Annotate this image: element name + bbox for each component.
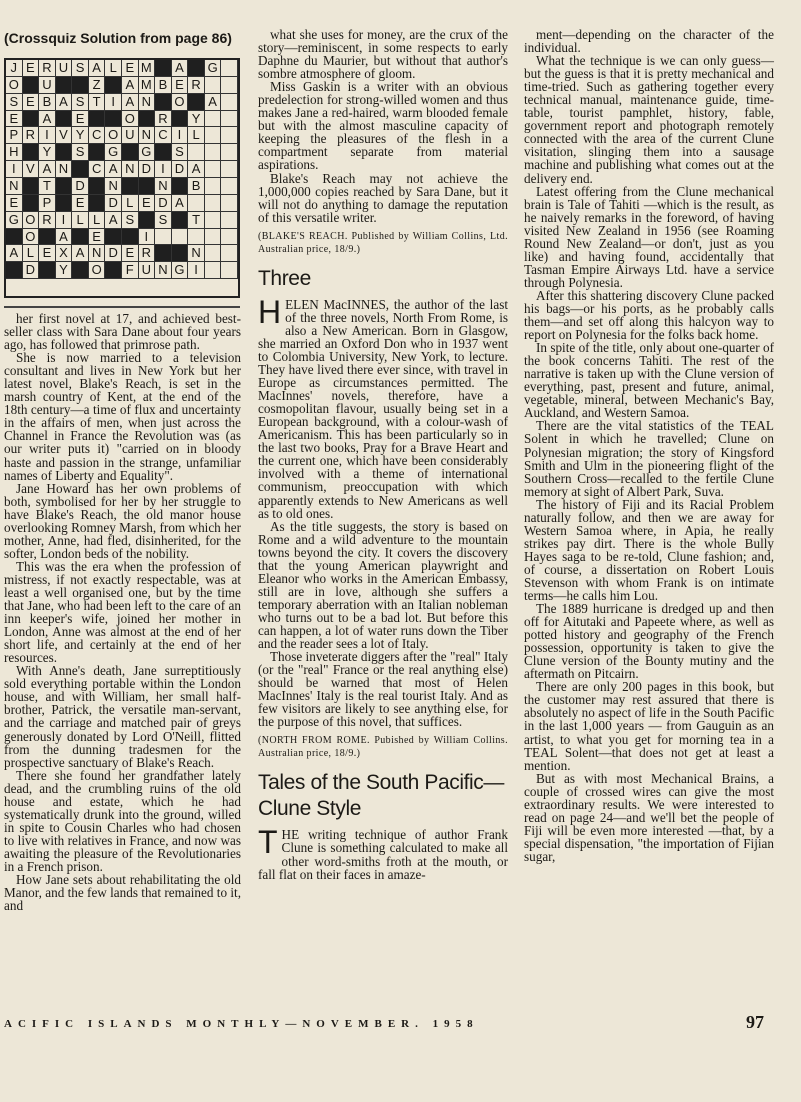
grid-cell — [221, 161, 238, 178]
grid-cell: Y — [56, 262, 73, 279]
grid-cell: S — [72, 60, 89, 77]
grid-cell — [39, 229, 56, 246]
grid-cell: O — [105, 127, 122, 144]
grid-cell: D — [105, 245, 122, 262]
grid-cell — [205, 245, 222, 262]
grid-cell: C — [155, 127, 172, 144]
grid-cell: H — [6, 144, 23, 161]
three-para-2: As the title suggests, the story is based on Rome and a wild adventure to the mountain towns beyond the city. It covers the discovery that the young American playwright and Eleanor who works in the American Embassy, still are in love, although she suffers a temporary aberration with an Italian nobleman who turns out to be a bad lot. But before this can happen, a lot of water runs down the Tiber and the reader sees a lot of Italy. — [258, 518, 508, 652]
grid-cell: E — [139, 195, 156, 212]
grid-cell: C — [89, 127, 106, 144]
grid-cell: I — [139, 229, 156, 246]
three-para-3: Those inveterate diggers after the "real" Italy (or the "real" France or the real anything else) should be warned that most of Helen MacInnes' Italy is the real tourist Italy. And as few visitors are likely to see anything else, for the purpose of this novel, that suffices. — [258, 649, 508, 730]
grid-cell — [39, 262, 56, 279]
grid-cell — [105, 262, 122, 279]
grid-cell: Z — [89, 77, 106, 94]
grid-cell: Y — [39, 144, 56, 161]
grid-cell — [72, 77, 89, 94]
col3-paragraph: Latest offering from the Clune mechanical brain is Tale of Tahiti —which is the result, as he naively remarks in the foreword, of having visited New Zealand in 1956 (see Roaming Round New Zealand—or don't, just as you like) and having found, accidentally that Tasman Empire Airways Ltd. have a service through Polynesia. — [524, 183, 774, 290]
grid-cell: D — [139, 161, 156, 178]
grid-cell: I — [56, 212, 73, 229]
grid-cell: S — [172, 144, 189, 161]
grid-cell — [205, 178, 222, 195]
grid-cell — [205, 212, 222, 229]
grid-cell: E — [39, 245, 56, 262]
grid-cell: R — [139, 245, 156, 262]
grid-cell: L — [188, 127, 205, 144]
grid-cell: Y — [188, 111, 205, 128]
grid-cell — [23, 144, 40, 161]
page-number: 97 — [746, 1012, 764, 1032]
grid-cell — [172, 178, 189, 195]
grid-cell: D — [172, 161, 189, 178]
grid-cell: V — [56, 127, 73, 144]
col3-paragraph: ment—depending on the character of the individual. — [524, 27, 774, 56]
grid-cell: E — [89, 229, 106, 246]
grid-cell: B — [188, 178, 205, 195]
grid-cell — [188, 229, 205, 246]
grid-cell: A — [105, 161, 122, 178]
grid-cell: P — [6, 127, 23, 144]
grid-cell — [105, 77, 122, 94]
grid-cell — [56, 144, 73, 161]
dropcap-h: H — [258, 293, 282, 330]
grid-cell: A — [56, 94, 73, 111]
crossword-grid — [4, 58, 240, 298]
crossquiz-heading: (Crossquiz Solution from page 86) — [4, 30, 232, 46]
grid-cell — [221, 195, 238, 212]
grid-cell: A — [6, 245, 23, 262]
grid-cell — [89, 178, 106, 195]
grid-cell: D — [105, 195, 122, 212]
grid-cell: E — [23, 60, 40, 77]
grid-cell: J — [6, 60, 23, 77]
grid-cell: U — [39, 77, 56, 94]
grid-cell — [155, 94, 172, 111]
grid-cell: D — [155, 195, 172, 212]
grid-cell: D — [72, 178, 89, 195]
grid-cell — [205, 127, 222, 144]
col3-paragraph: There are only 200 pages in this book, but the customer may rest assured that there is absolutely no aspect of life in the South Pacific in the last 1,000 years — from Gauguin as an artist, to what you get for morning tea in a TEAL Solent—that does not get at least a mention. — [524, 679, 774, 773]
grid-cell — [56, 178, 73, 195]
grid-cell — [221, 127, 238, 144]
grid-cell — [221, 212, 238, 229]
grid-cell: E — [6, 111, 23, 128]
grid-cell: O — [89, 262, 106, 279]
grid-cell: L — [105, 60, 122, 77]
column-3 — [524, 28, 774, 863]
grid-cell — [188, 60, 205, 77]
col2-paragraph: Miss Gaskin is a writer with an obvious predelection for strong-willed women and thus makes Jane a red-haired, warm blooded female but with the almost masculine capacity of keeping the pleasures of the flesh in a compartment separate from material aspirations. — [258, 79, 508, 173]
grid-cell: A — [172, 195, 189, 212]
grid-cell: A — [56, 229, 73, 246]
grid-cell: N — [56, 161, 73, 178]
grid-cell: C — [89, 161, 106, 178]
divider — [4, 306, 240, 308]
grid-cell: N — [89, 245, 106, 262]
grid-cell: O — [23, 212, 40, 229]
grid-cell: A — [72, 245, 89, 262]
col3-paragraph: But as with most Mechanical Brains, a couple of crossed wires can give the most extraordinary results. We were interested to read on page 24—and we'll bet the people of Fiji will be even more interested —that, by a special dispensation, "the importation of Fijian sugar, — [524, 770, 774, 864]
grid-cell — [221, 144, 238, 161]
grid-cell: E — [122, 60, 139, 77]
grid-cell: U — [56, 60, 73, 77]
grid-cell — [172, 212, 189, 229]
grid-cell — [89, 195, 106, 212]
grid-cell: U — [122, 127, 139, 144]
col1-paragraph: Jane Howard has her own problems of both, symbolised for her by her struggle to have Blake's Reach, the old manor house overlooking Romney Marsh, from which her mother, Anne, had fled, disinherited, for the softer, London beds of the nobility. — [4, 480, 241, 561]
grid-cell — [23, 111, 40, 128]
grid-cell — [139, 178, 156, 195]
grid-cell — [56, 195, 73, 212]
col3-paragraph: The 1889 hurricane is dredged up and then off for Aitutaki and Papeete where, as well as potted history and geography of the French possession, opportunity is taken to give the Clune version of the Bounty mutiny and the aftermath on Pitcairn. — [524, 601, 774, 682]
grid-cell: R — [188, 77, 205, 94]
grid-cell: V — [23, 161, 40, 178]
grid-cell: E — [23, 94, 40, 111]
grid-cell: G — [139, 144, 156, 161]
grid-cell: A — [39, 111, 56, 128]
grid-cell: O — [122, 111, 139, 128]
grid-cell: N — [105, 178, 122, 195]
grid-cell: R — [39, 212, 56, 229]
grid-cell — [72, 229, 89, 246]
grid-cell: B — [39, 94, 56, 111]
col1-paragraph: She is now married to a television consultant and lives in New York but her latest novel, Blake's Reach, is set in the marsh country of Kent, at the end of the 18th century—a time of flux and uncertainty in the affairs of men, when just across the Channel in France the Revolution was (as our writer puts it) "carried on in bloody haste and passion in the strange, unfamiliar names of Liberty and Equality". — [4, 350, 241, 483]
grid-cell: I — [172, 127, 189, 144]
grid-cell: G — [105, 144, 122, 161]
grid-cell: I — [39, 127, 56, 144]
grid-cell — [188, 94, 205, 111]
col1-paragraph: There she found her grandfather lately dead, and the crumbling ruins of the old house and estate, which he had systematically drunk into the ground, willed in spite to Cousin Charles who had chosen to live with relatives in France, and now was awaiting the pleasure of the Revolutionaries in a French prison. — [4, 767, 241, 874]
grid-cell — [155, 229, 172, 246]
grid-cell: G — [172, 262, 189, 279]
grid-cell: D — [23, 262, 40, 279]
grid-cell: A — [188, 161, 205, 178]
grid-cell: N — [155, 178, 172, 195]
grid-cell — [221, 77, 238, 94]
col3-paragraph: After this shattering discovery Clune packed his bags—or his ports, as he probably calls them—and set off along this halcyon way to report on Polynesia for the folks back home. — [524, 287, 774, 343]
grid-cell: M — [139, 60, 156, 77]
grid-cell: S — [72, 94, 89, 111]
grid-cell: N — [155, 262, 172, 279]
grid-cell — [221, 262, 238, 279]
grid-cell: S — [6, 94, 23, 111]
grid-cell: A — [122, 94, 139, 111]
column-1 — [4, 312, 241, 912]
grid-cell — [89, 144, 106, 161]
grid-cell: A — [105, 212, 122, 229]
grid-cell — [221, 229, 238, 246]
grid-cell: M — [139, 77, 156, 94]
grid-cell — [122, 144, 139, 161]
grid-cell — [23, 195, 40, 212]
grid-cell — [72, 262, 89, 279]
col3-paragraph: The history of Fiji and its Racial Problem naturally follow, and then we are away for Western Samoa where, in Apia, he really strikes pay dirt. There is the whole Bully Hayes saga to be re-told, Clune fashion; and, of course, a dissertation on Robert Louis Stevenson with whom Frank is on intimate terms—he calls him Lou. — [524, 496, 774, 604]
grid-cell: S — [122, 212, 139, 229]
grid-cell — [205, 77, 222, 94]
grid-cell — [188, 144, 205, 161]
col1-paragraph: How Jane sets about rehabilitating the old Manor, and the few lands that remained to it, and — [4, 872, 241, 914]
grid-cell — [72, 161, 89, 178]
grid-cell: N — [6, 178, 23, 195]
grid-cell — [155, 60, 172, 77]
column-2 — [258, 28, 508, 881]
grid-cell: U — [139, 262, 156, 279]
grid-cell — [105, 229, 122, 246]
dropcap-t: T — [258, 824, 278, 861]
grid-cell: P — [39, 195, 56, 212]
reference-2: (NORTH FROM ROME. Pubished by William Collins. Australian price, 18/9.) — [258, 735, 508, 760]
grid-cell — [172, 229, 189, 246]
grid-cell: E — [122, 245, 139, 262]
grid-cell: E — [72, 111, 89, 128]
grid-cell — [172, 111, 189, 128]
section-tales-title: Tales of the South Pacific—Clune Style — [258, 771, 504, 821]
grid-cell: F — [122, 262, 139, 279]
grid-cell: L — [23, 245, 40, 262]
grid-cell — [6, 262, 23, 279]
three-para-1: ELEN MacINNES, the author of the last of the three novels, North From Rome, is also a New American. Born in Glasgow, she married an Oxford Don who in 1937 went to Colombia University, New York, to lecture. They have lived there ever since, with travel in Europe as circumstances permitted. The MacInnes' novels, therefore, have a cosmopolitan flavour, usually being set in a European background, with a colour-wash of Americanism. This has been particularly so in the last two books, Pray for a Brave Heart and the current one, which have been considerably involved with a theme of international communism, preoccupation with which apparently extends to New Americans as well as to old ones. — [258, 296, 508, 521]
grid-cell — [105, 111, 122, 128]
grid-cell — [89, 111, 106, 128]
grid-cell: L — [72, 212, 89, 229]
grid-cell — [221, 60, 238, 77]
grid-cell — [6, 229, 23, 246]
grid-cell: R — [23, 127, 40, 144]
grid-cell: N — [139, 94, 156, 111]
grid-cell: O — [172, 94, 189, 111]
grid-cell: O — [6, 77, 23, 94]
grid-cell: I — [188, 262, 205, 279]
grid-cell — [172, 245, 189, 262]
col2-paragraph: Blake's Reach may not achieve the 1,000,000 copies reached by Sara Dane, but it will not do anything to damage the reputation of this versatile writer. — [258, 170, 508, 225]
grid-cell: L — [122, 195, 139, 212]
col2-paragraph: what she uses for money, are the crux of the story—reminiscent, in some respects to early Daphne du Maurier, but without that author's sombre atmosphere of gloom. — [258, 27, 508, 82]
grid-cell — [122, 178, 139, 195]
grid-cell: I — [105, 94, 122, 111]
grid-cell: E — [72, 195, 89, 212]
grid-cell — [205, 111, 222, 128]
grid-cell: E — [172, 77, 189, 94]
grid-cell: X — [56, 245, 73, 262]
col3-paragraph: In spite of the title, only about one-quarter of the book concerns Tahiti. The rest of the narrative is taken up with the Clune version of everything, past, present and future, animal, vegetable, mineral, between Mechanic's Bay, Auckland, and Western Samoa. — [524, 340, 774, 421]
grid-cell: O — [23, 229, 40, 246]
grid-cell: I — [6, 161, 23, 178]
grid-cell: L — [89, 212, 106, 229]
grid-cell: B — [155, 77, 172, 94]
grid-cell — [23, 178, 40, 195]
grid-cell — [122, 229, 139, 246]
grid-cell — [221, 245, 238, 262]
grid-cell: T — [89, 94, 106, 111]
grid-cell: G — [6, 212, 23, 229]
grid-cell: R — [39, 60, 56, 77]
grid-cell — [221, 178, 238, 195]
grid-cell: A — [122, 77, 139, 94]
reference-1: (BLAKE'S REACH. Published by William Collins, Ltd. Australian price, 18/9.) — [258, 230, 508, 255]
grid-cell — [23, 77, 40, 94]
grid-cell: Y — [72, 127, 89, 144]
grid-cell — [205, 161, 222, 178]
grid-cell: A — [205, 94, 222, 111]
grid-cell: S — [72, 144, 89, 161]
grid-cell — [139, 212, 156, 229]
grid-cell: S — [155, 212, 172, 229]
grid-cell — [205, 262, 222, 279]
footer: ACIFIC ISLANDS MONTHLY—NOVEMBER. 1958 — [4, 1018, 479, 1030]
grid-cell — [139, 111, 156, 128]
grid-cell — [56, 77, 73, 94]
grid-cell — [155, 144, 172, 161]
grid-cell: N — [188, 245, 205, 262]
col1-paragraph: With Anne's death, Jane surreptitiously sold everything portable within the London house, and with William, her small half-brother, Patrick, the versatile man-servant, and the carriage and matched pair of greys generously donated by Lord O'Neill, flitted from the dunning tradesmen for the prospective sanctuary of Blake's Reach. — [4, 663, 241, 770]
grid-cell — [221, 94, 238, 111]
col3-paragraph: There are the vital statistics of the TEAL Solent in which he travelled; Clune on Polynesian migration; the story of Kingsford Smith and Ulm in the pioneering flight of the Southern Cross—recalled to the fertile Clune memory at sight of Albert Park, Suva. — [524, 418, 774, 499]
grid-cell: I — [155, 161, 172, 178]
grid-cell — [205, 144, 222, 161]
grid-cell: A — [172, 60, 189, 77]
grid-cell: A — [89, 60, 106, 77]
grid-cell — [56, 111, 73, 128]
grid-cell: T — [188, 212, 205, 229]
grid-cell: T — [39, 178, 56, 195]
grid-cell: N — [139, 127, 156, 144]
section-three-title: Three — [258, 266, 311, 290]
grid-cell — [188, 195, 205, 212]
grid-cell — [205, 229, 222, 246]
grid-cell: N — [122, 161, 139, 178]
col1-paragraph: her first novel at 17, and achieved best-seller class with Sara Dane about four years ago, has followed that primrose path. — [4, 311, 241, 353]
grid-cell: A — [39, 161, 56, 178]
grid-cell — [221, 111, 238, 128]
grid-cell — [155, 245, 172, 262]
tales-para-1: HE writing technique of author Frank Clune is something calculated to make all other word-smiths froth at the mouth, or fall flat on their faces in amaze- — [258, 827, 508, 882]
col3-paragraph: What the technique is we can only guess—but the guess is that it is pretty mechanical and time-tried. Such as gathering together every technical manual, maintenance guide, time-table, tourist pamphlet, history, fable, government report and photograph remotely connected with the area of the current Clune visitation, slinging them into a sausage machine and publishing what comes out at the delivery end. — [524, 53, 774, 186]
grid-cell: E — [6, 195, 23, 212]
grid-cell: R — [155, 111, 172, 128]
col1-paragraph: This was the era when the profession of mistress, if not exactly respectable, was at least a well organised one, but by the time that Jane, who had been left to the care of an inn keeper's wife, joined her mother in London, Anne was almost at the end of her short life, and certainly at the end of her resources. — [4, 558, 241, 666]
grid-cell — [205, 195, 222, 212]
grid-cell: G — [205, 60, 222, 77]
